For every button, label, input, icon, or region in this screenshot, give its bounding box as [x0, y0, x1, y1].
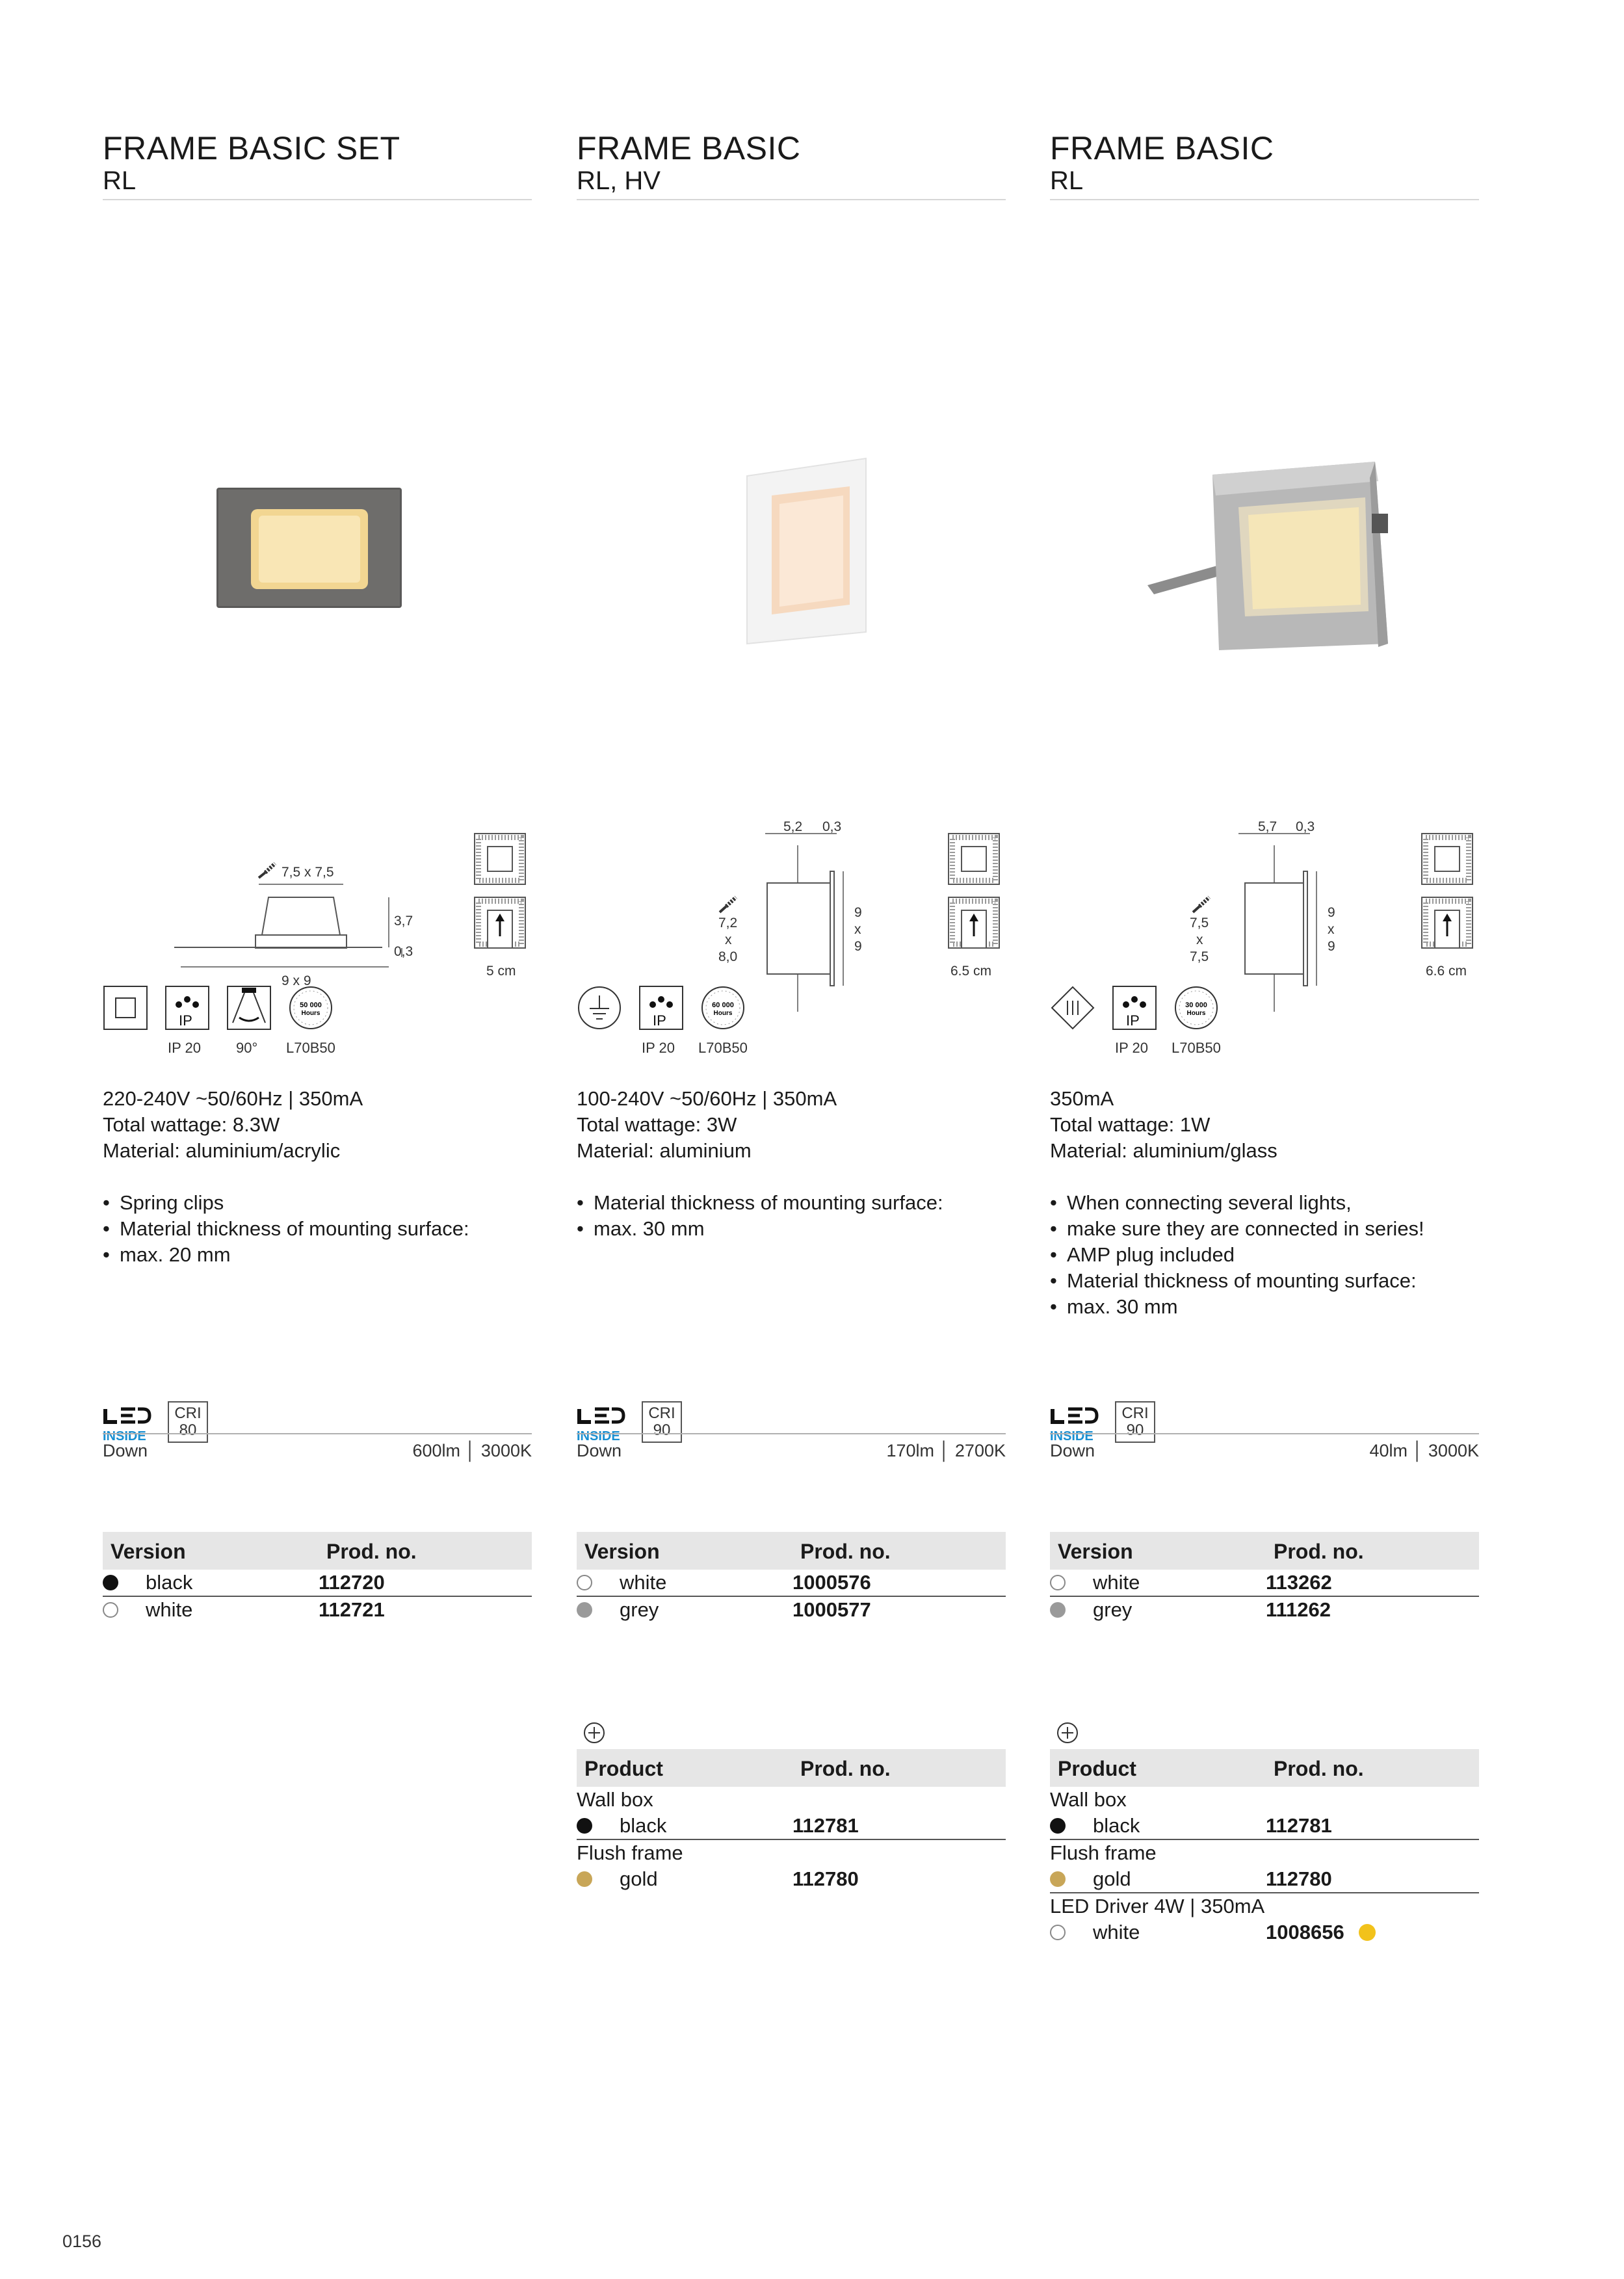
feature-item: • Material thickness of mounting surface: [1050, 1268, 1479, 1294]
version-table [577, 1532, 1006, 1623]
light-direction: Down [103, 1441, 148, 1460]
ceiling-distance: 6.5 cm [950, 964, 992, 979]
table-row: white 113262 [1050, 1570, 1479, 1596]
dim-thickness: 0,3 [1296, 819, 1315, 834]
product-title: FRAME BASIC SET [103, 130, 400, 166]
product-title: FRAME BASIC [1050, 130, 1274, 166]
led-inside-text: INSIDE [577, 1429, 620, 1443]
feature-list [1050, 1190, 1479, 1320]
dim-side-a: 7,2 [718, 916, 738, 930]
prodno-header: Prod. no. [1266, 1749, 1479, 1787]
ip-label: IP 20 [168, 1040, 201, 1056]
light-direction: Down [1050, 1441, 1095, 1460]
product-photo [103, 325, 532, 689]
accessory-category: LED Driver 4W | 350mA [1050, 1895, 1265, 1917]
safety-class-icon [1050, 985, 1095, 1031]
ceiling-distance: 6.6 cm [1426, 964, 1467, 979]
accessory-category: Flush frame [1050, 1841, 1157, 1864]
led-inside-text: INSIDE [103, 1429, 146, 1443]
prod-no: 113262 [1266, 1570, 1479, 1596]
lifetime-hours-icon [288, 985, 334, 1031]
dim-width: 5,2 [783, 819, 803, 834]
prod-no: 1000577 [792, 1598, 871, 1621]
color-swatch [577, 1602, 592, 1618]
ceiling-distance-icon [475, 834, 525, 948]
dim-side-a: 7,5 [1190, 916, 1209, 930]
square-frame-icon [103, 985, 148, 1031]
dim-side-b: 7,5 [1190, 949, 1209, 964]
accessory-category: Flush frame [577, 1841, 683, 1864]
led-inside-text: INSIDE [1050, 1429, 1094, 1443]
version-table [1050, 1532, 1479, 1623]
dim-step: 0,3 [394, 944, 413, 959]
light-output [577, 1433, 1006, 1460]
specifications [103, 1086, 532, 1268]
prod-no: 112780 [792, 1867, 859, 1890]
table-row: white 1008656 [1050, 1919, 1479, 1945]
beam-angle-icon [226, 985, 272, 1031]
product-subtitle: RL [1050, 166, 1479, 200]
product-header: Product [1050, 1749, 1266, 1787]
beam-angle-label: 90° [236, 1040, 258, 1056]
highlight-dot-icon [1359, 1924, 1376, 1941]
prod-no: 111262 [1266, 1598, 1331, 1621]
feature-continuation: • max. 20 mm [103, 1242, 532, 1268]
color-swatch [1050, 1602, 1066, 1618]
prod-no: 1008656 [1266, 1921, 1344, 1943]
product-column-frame-basic-hv [577, 130, 1006, 1890]
lifetime-label: L70B50 [698, 1040, 748, 1056]
dim-height-x: x [1328, 922, 1335, 937]
prod-no: 112720 [319, 1570, 532, 1596]
ip-label: IP 20 [642, 1040, 675, 1056]
dim-side-b: 8,0 [718, 949, 738, 964]
dimension-drawing [577, 689, 1006, 1034]
version-header: Version [103, 1532, 319, 1570]
color-swatch [577, 1871, 592, 1887]
svg-text:IP: IP [1126, 1012, 1140, 1029]
feature-continuation: • max. 30 mm [577, 1216, 1006, 1242]
dim-side-x: x [1196, 932, 1203, 947]
luminous-flux: 600lm │ 3000K [412, 1441, 532, 1460]
accessory-category: Wall box [1050, 1788, 1127, 1811]
table-row: black 112781 [577, 1813, 1006, 1839]
prod-no: 1000576 [792, 1570, 1006, 1596]
ceiling-distance-icon [949, 834, 999, 948]
dim-depth: 3,7 [394, 914, 413, 929]
prodno-header: Prod. no. [792, 1749, 1006, 1787]
lifetime-hours: 50 000 [300, 1001, 322, 1009]
table-row: grey 111262 [1050, 1596, 1479, 1623]
accessories-plus-icon [1056, 1722, 1079, 1744]
svg-text:IP: IP [179, 1012, 192, 1029]
color-swatch [577, 1575, 592, 1590]
dim-side-x: x [725, 932, 732, 947]
symbol-row [1050, 985, 1479, 1057]
feature-continuation: • max. 30 mm [1050, 1294, 1479, 1320]
spec-line: Total wattage: 3W [577, 1113, 737, 1136]
ceiling-distance-icon [1422, 834, 1473, 948]
cri-label: CRI [174, 1404, 202, 1422]
svg-text:IP: IP [653, 1012, 666, 1029]
dim-top: 7,5 x 7,5 [282, 865, 334, 880]
symbol-row [577, 985, 1006, 1057]
feature-item: • Material thickness of mounting surface: [577, 1190, 1006, 1216]
spec-line: Total wattage: 1W [1050, 1113, 1211, 1136]
prodno-header: Prod. no. [1266, 1532, 1479, 1570]
spec-line: Material: aluminium/acrylic [103, 1139, 341, 1162]
product-title: FRAME BASIC [577, 130, 801, 166]
dim-bottom: 9 x 9 [282, 973, 311, 988]
feature-continuation: • make sure they are connected in series! [1050, 1216, 1479, 1242]
feature-list [103, 1190, 532, 1268]
cri-value: 90 [1126, 1421, 1144, 1439]
color-swatch [103, 1602, 118, 1618]
lifetime-unit: Hours [713, 1010, 733, 1017]
color-swatch [577, 1818, 592, 1834]
feature-item: • Spring clips [103, 1190, 532, 1216]
accessory-category: Wall box [577, 1788, 653, 1811]
spec-line: Material: aluminium [577, 1139, 752, 1162]
accessories-plus-icon [583, 1722, 605, 1744]
ceiling-distance: 5 cm [486, 964, 516, 979]
dim-height-b: 9 [1328, 939, 1335, 954]
prod-no: 112781 [792, 1813, 1006, 1839]
color-swatch [1050, 1818, 1066, 1834]
dim-height-a: 9 [854, 905, 862, 920]
product-subtitle: RL, HV [577, 166, 1006, 200]
feature-item: • Material thickness of mounting surface: [103, 1216, 532, 1242]
spec-line: 100-240V ~50/60Hz | 350mA [577, 1087, 837, 1110]
version-table [103, 1532, 532, 1623]
ip-protection-icon [1112, 985, 1157, 1031]
luminous-flux: 170lm │ 2700K [886, 1441, 1006, 1460]
lifetime-unit: Hours [1186, 1010, 1206, 1017]
dim-thickness: 0,3 [822, 819, 842, 834]
color-swatch [1050, 1871, 1066, 1887]
cri-label: CRI [1121, 1404, 1149, 1422]
table-row: black 112781 [1050, 1813, 1479, 1839]
table-row: white 112721 [103, 1596, 532, 1623]
color-swatch [103, 1575, 118, 1590]
spec-line: Material: aluminium/glass [1050, 1139, 1277, 1162]
product-column-frame-basic-set [103, 130, 532, 1621]
color-swatch [1050, 1925, 1066, 1940]
lifetime-label: L70B50 [286, 1040, 335, 1056]
cri-label: CRI [648, 1404, 675, 1422]
specifications [577, 1086, 1006, 1242]
feature-item: • AMP plug included [1050, 1242, 1479, 1268]
version-header: Version [1050, 1532, 1266, 1570]
spec-line: 220-240V ~50/60Hz | 350mA [103, 1087, 363, 1110]
table-row: white 1000576 [577, 1570, 1006, 1596]
version-header: Version [577, 1532, 792, 1570]
table-row: gold 112780 [1050, 1866, 1479, 1893]
lifetime-hours: 60 000 [712, 1001, 734, 1009]
dim-width: 5,7 [1258, 819, 1277, 834]
specifications [1050, 1086, 1479, 1320]
product-photo [1050, 325, 1479, 689]
accessories-table [1050, 1749, 1479, 1945]
lifetime-hours-icon [700, 985, 746, 1031]
lifetime-unit: Hours [301, 1010, 321, 1017]
color-swatch [1050, 1575, 1066, 1590]
table-row: grey 1000577 [577, 1596, 1006, 1623]
light-direction: Down [577, 1441, 622, 1460]
dim-height-a: 9 [1328, 905, 1335, 920]
product-header: Product [577, 1749, 792, 1787]
spec-line: 350mA [1050, 1087, 1114, 1110]
dim-height-b: 9 [854, 939, 862, 954]
ip-protection-icon [638, 985, 684, 1031]
cri-value: 80 [179, 1421, 197, 1439]
product-photo [577, 325, 1006, 689]
prod-no: 112721 [319, 1598, 385, 1621]
lifetime-hours-icon [1173, 985, 1219, 1031]
cri-value: 90 [653, 1421, 671, 1439]
table-row: black 112720 [103, 1570, 532, 1596]
light-output [1050, 1433, 1479, 1460]
ip-protection-icon [164, 985, 210, 1031]
prodno-header: Prod. no. [792, 1532, 1006, 1570]
dimension-drawing [103, 689, 532, 1034]
light-output [103, 1433, 532, 1460]
table-row: gold 112780 [577, 1866, 1006, 1892]
feature-list [577, 1190, 1006, 1242]
symbol-row [103, 985, 532, 1057]
product-subtitle: RL [103, 166, 532, 200]
lifetime-hours: 30 000 [1185, 1001, 1207, 1009]
page-number: 0156 [62, 2232, 102, 2251]
prod-no: 112780 [1266, 1866, 1479, 1893]
dimension-drawing [1050, 689, 1479, 1034]
luminous-flux: 40lm │ 3000K [1369, 1441, 1479, 1460]
ip-label: IP 20 [1115, 1040, 1148, 1056]
dim-height-x: x [854, 922, 861, 937]
prodno-header: Prod. no. [319, 1532, 532, 1570]
protection-class-icon [577, 985, 622, 1031]
feature-item: • When connecting several lights, [1050, 1190, 1479, 1216]
spec-line: Total wattage: 8.3W [103, 1113, 280, 1136]
product-column-frame-basic-rl [1050, 130, 1479, 1943]
accessories-table [577, 1749, 1006, 1892]
lifetime-label: L70B50 [1172, 1040, 1221, 1056]
prod-no: 112781 [1266, 1813, 1479, 1839]
